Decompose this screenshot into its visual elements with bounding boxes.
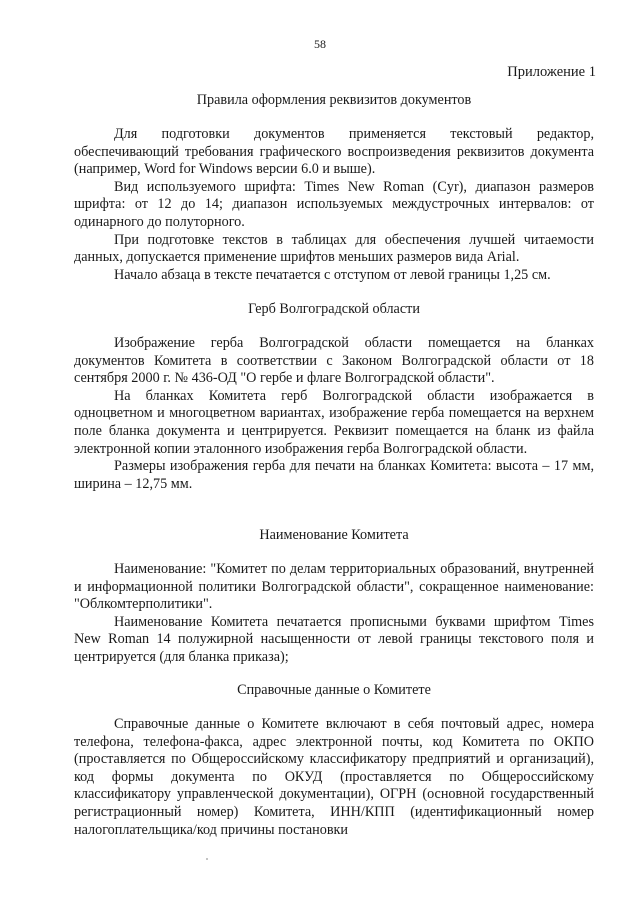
section-body-coat-of-arms [74,335,594,493]
appendix-label: Приложение 1 [507,64,596,80]
paragraph: При подготовке текстов в таблицах для обеспечения лучшей читаемости данных, допускается применение шрифтов меньших размеров вида Arial. [74,231,594,266]
paragraph: Изображение герба Волгоградской области помещается на бланках документов Комитета в соответствии с Законом Волгоградской области от 18 сентября 2000 г. № 436-ОД "О гербе и флаге Волгоградской области". [74,335,594,387]
section-heading-coat-of-arms: Герб Волгоградской области [248,301,420,317]
section-heading-reference-data: Справочные данные о Комитете [237,682,431,698]
paragraph: Начало абзаца в тексте печатается с отступом от левой границы 1,25 см. [114,266,551,283]
paragraph: Наименование: "Комитет по делам территориальных образований, внутренней и информационной политики Волгоградской области", сокращенное наименование: "Облкомтерполитики". [74,561,594,613]
section-heading-committee-name: Наименование Комитета [259,527,409,543]
paragraph: Для подготовки документов применяется текстовый редактор, обеспечивающий требования графического воспроизведения реквизитов документа (например, Word for Windows версии 6.0 и выше). [74,126,594,178]
paragraph: Наименование Комитета печатается прописными буквами шрифтом Times New Roman 14 полужирной насыщенности от левой границы текстового поля и центрируется (для бланка приказа); [74,613,594,665]
paragraph: На бланках Комитета герб Волгоградской области изображается в одноцветном и многоцветном вариантах, изображение герба помещается на верхнем поле бланка документа и центрируется. Реквизит помещается на бланк из файла электронной копии эталонного изображения герба Волгоградской области. [74,387,594,457]
section-body-reference-data [74,716,594,839]
paragraph: Размеры изображения герба для печати на бланках Комитета: высота – 17 мм, ширина – 12,75 мм. [74,458,594,492]
section-body-committee-name [74,561,594,667]
section-body-formatting-rules [74,126,594,284]
page-number: 58 [314,37,326,51]
paragraph: Вид используемого шрифта: Times New Roman (Cyr), диапазон размеров шрифта: от 12 до 14; диапазон используемых междустрочных интервалов: от одинарного до полуторного. [74,178,594,230]
section-heading-formatting-rules: Правила оформления реквизитов документов [196,92,472,108]
scan-speck [206,858,208,860]
paragraph: Справочные данные о Комитете включают в себя почтовый адрес, номера телефона, телефона-факса, адрес электронной почты, код Комитета по ОКПО (проставляется по Общероссийскому классификатору предприятий и организаций), код формы документа по ОКУД (проставляется по Общероссийскому классификатору управленческой документации), ОГРН (основной государственный регистрационный номер) Комитета, ИНН/КПП (идентификационный номер налогоплательщика/код причины постановки [74,716,594,838]
